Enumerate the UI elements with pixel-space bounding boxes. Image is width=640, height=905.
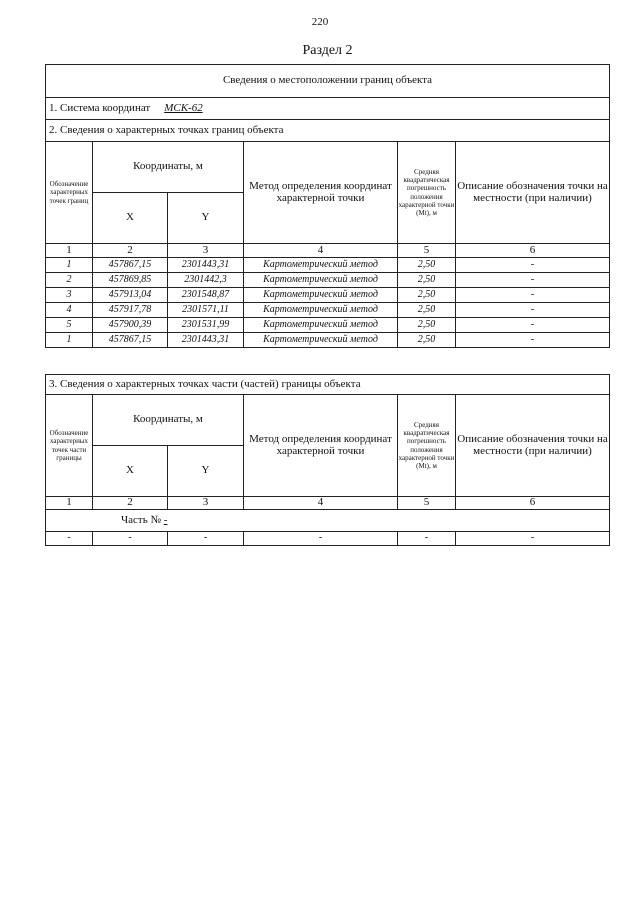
description-cell: -	[456, 273, 610, 288]
header-y: Y	[168, 193, 244, 244]
table-row	[46, 273, 610, 288]
x-cell: 457900,39	[93, 318, 168, 333]
header-description: Описание обозначения точки на местности (при наличии)	[456, 395, 610, 497]
column-number: 5	[398, 244, 456, 258]
header-y: Y	[168, 446, 244, 497]
point-cell: 4	[46, 303, 93, 318]
description-cell: -	[456, 333, 610, 348]
y-cell: 2301443,31	[168, 258, 244, 273]
error-cell: 2,50	[398, 288, 456, 303]
y-cell: 2301443,31	[168, 333, 244, 348]
point-cell: 1	[46, 258, 93, 273]
header-error: Средняя квадратическая погрешность положения характерной точки (Mt), м	[398, 142, 456, 244]
x-cell: 457867,15	[93, 258, 168, 273]
column-number: 1	[46, 497, 93, 510]
description-cell: -	[456, 288, 610, 303]
part-number	[46, 510, 610, 532]
x-cell: 457917,78	[93, 303, 168, 318]
part-number-value: -	[163, 513, 168, 526]
method-cell: -	[244, 532, 398, 546]
method-cell: Картометрический метод	[244, 258, 398, 273]
header-method: Метод определения координат характерной точки	[244, 395, 398, 497]
point-cell: 2	[46, 273, 93, 288]
table-row	[46, 318, 610, 333]
method-cell: Картометрический метод	[244, 333, 398, 348]
method-cell: Картометрический метод	[244, 273, 398, 288]
column-number: 3	[168, 497, 244, 510]
error-cell: 2,50	[398, 303, 456, 318]
coordinate-system-label: 1. Система координат	[49, 101, 151, 114]
column-number: 1	[46, 244, 93, 258]
method-cell: Картометрический метод	[244, 303, 398, 318]
column-number: 2	[93, 497, 168, 510]
y-cell: 2301442,3	[168, 273, 244, 288]
coordinate-system-value: МСК-62	[164, 101, 203, 114]
boundary-table	[45, 64, 610, 348]
description-cell: -	[456, 258, 610, 273]
column-number: 4	[244, 497, 398, 510]
header-coordinates: Координаты, м	[93, 142, 244, 193]
column-number: 2	[93, 244, 168, 258]
x-cell: 457913,04	[93, 288, 168, 303]
point-cell: -	[46, 532, 93, 546]
page-number: 220	[311, 16, 329, 28]
header-x: X	[93, 446, 168, 497]
method-cell: Картометрический метод	[244, 318, 398, 333]
description-cell: -	[456, 303, 610, 318]
description-cell: -	[456, 532, 610, 546]
x-cell: 457867,15	[93, 333, 168, 348]
point-cell: 3	[46, 288, 93, 303]
error-cell: 2,50	[398, 258, 456, 273]
header-method: Метод определения координат характерной точки	[244, 142, 398, 244]
table-row	[46, 288, 610, 303]
header-description: Описание обозначения точки на местности (при наличии)	[456, 142, 610, 244]
x-cell: -	[93, 532, 168, 546]
part-boundary-table	[45, 374, 610, 546]
y-cell: -	[168, 532, 244, 546]
y-cell: 2301531,99	[168, 318, 244, 333]
section3-title: 3. Сведения о характерных точках части (частей) границы объекта	[46, 375, 610, 395]
point-cell: 1	[46, 333, 93, 348]
column-number: 6	[456, 497, 610, 510]
column-number: 4	[244, 244, 398, 258]
method-cell: Картометрический метод	[244, 288, 398, 303]
table-row	[46, 532, 610, 546]
coordinate-system	[46, 98, 610, 120]
header-x: X	[93, 193, 168, 244]
section2-title: 2. Сведения о характерных точках границ объекта	[46, 120, 610, 142]
y-cell: 2301548,87	[168, 288, 244, 303]
description-cell: -	[456, 318, 610, 333]
header-coordinates: Координаты, м	[93, 395, 244, 446]
table-row	[46, 303, 610, 318]
error-cell: -	[398, 532, 456, 546]
column-number: 5	[398, 497, 456, 510]
error-cell: 2,50	[398, 333, 456, 348]
header-point-designation-part: Обозначение характерных точек части границы	[46, 395, 93, 497]
column-number: 6	[456, 244, 610, 258]
point-cell: 5	[46, 318, 93, 333]
table-row	[46, 258, 610, 273]
error-cell: 2,50	[398, 273, 456, 288]
header-point-designation: Обозначение характерных точек границ	[46, 142, 93, 244]
header-error: Средняя квадратическая погрешность положения характерной точки (Mt), м	[398, 395, 456, 497]
column-number: 3	[168, 244, 244, 258]
error-cell: 2,50	[398, 318, 456, 333]
main-title: Сведения о местоположении границ объекта	[46, 65, 610, 98]
x-cell: 457869,85	[93, 273, 168, 288]
table-row	[46, 333, 610, 348]
part-number-label: Часть №	[121, 513, 161, 526]
y-cell: 2301571,11	[168, 303, 244, 318]
section-title: Раздел 2	[302, 43, 353, 58]
